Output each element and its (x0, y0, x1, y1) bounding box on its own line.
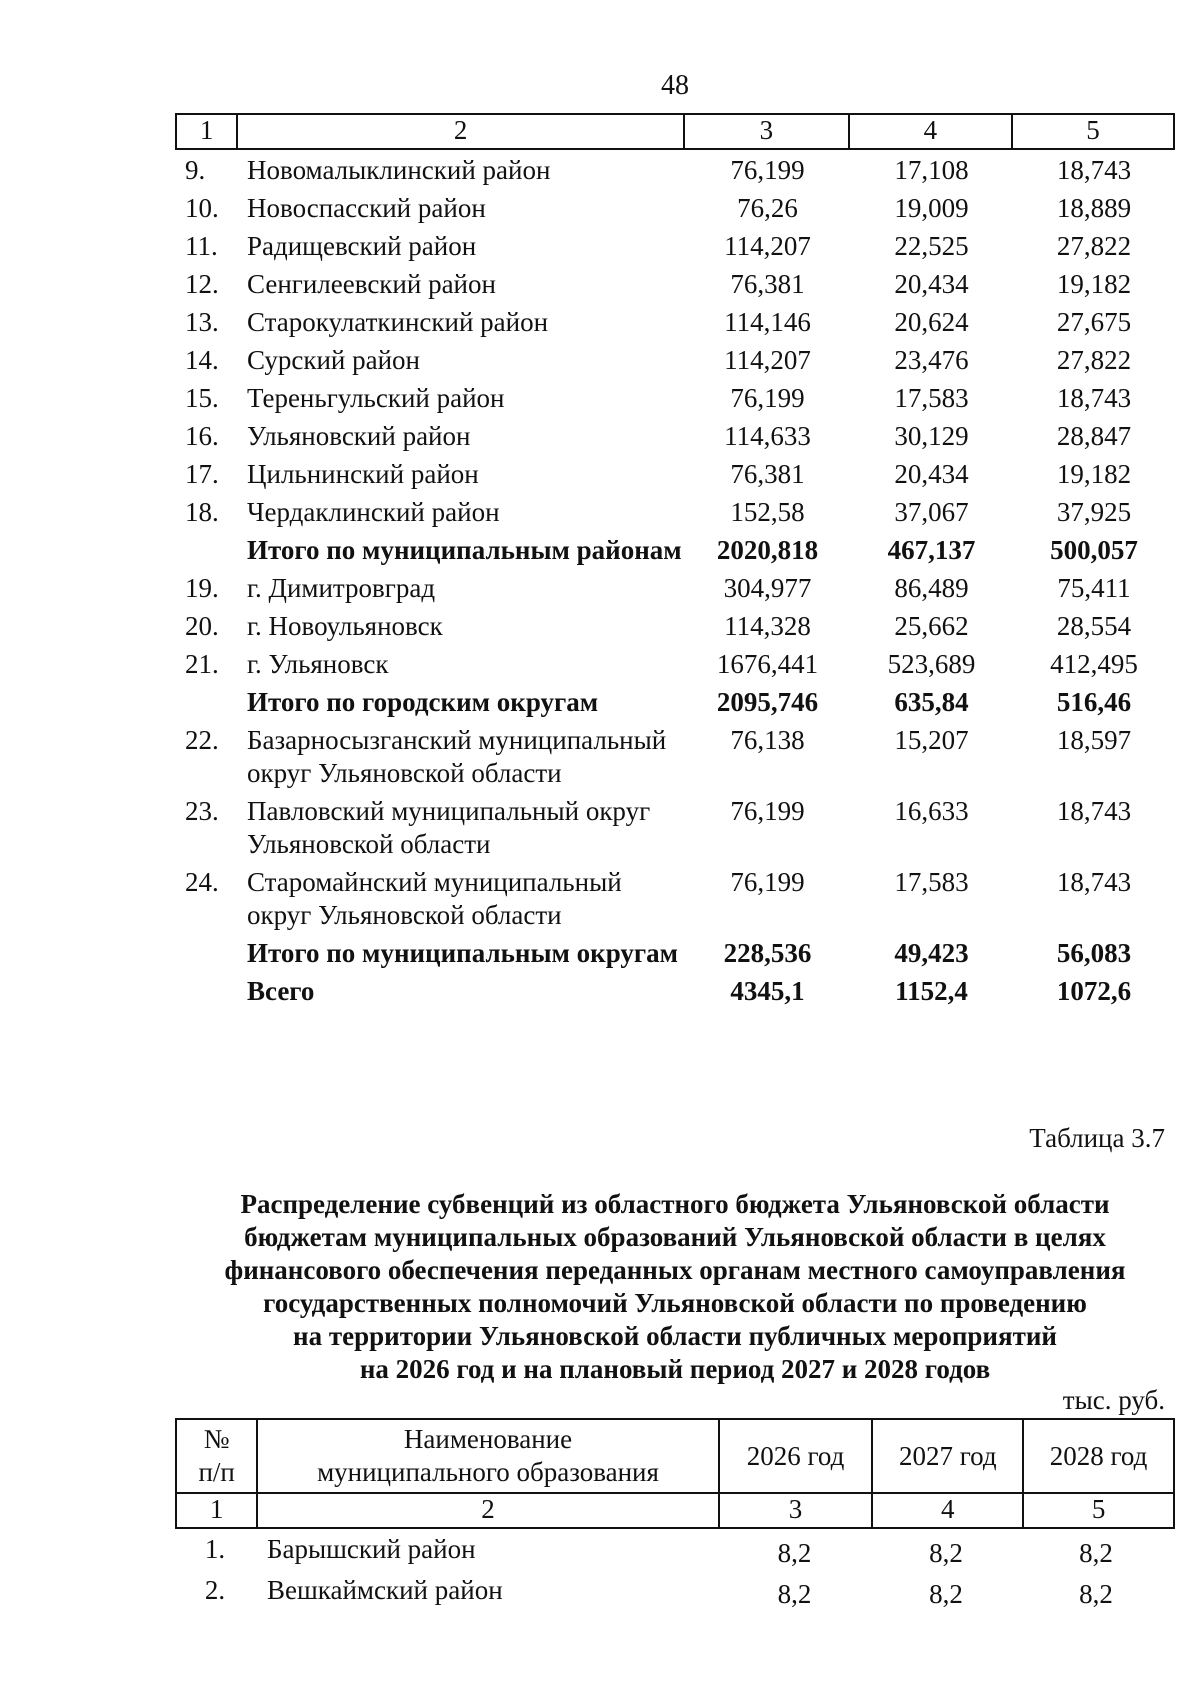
row-number: 11. (185, 231, 218, 261)
value-2026: 76,138 (730, 725, 805, 755)
row-number (175, 686, 243, 719)
table-row (175, 192, 1175, 225)
row-number: 20. (185, 611, 219, 641)
value-2028: 27,822 (1056, 345, 1132, 375)
value-2027: 23,476 (894, 345, 969, 375)
row-number: 2. (204, 1575, 226, 1605)
value-2026: 152,58 (730, 497, 805, 527)
table-row (175, 572, 1175, 605)
table-row (175, 724, 1175, 790)
row-number: 16. (185, 421, 219, 451)
value-2028: 516,46 (1056, 687, 1132, 717)
value-2028: 18,597 (1056, 725, 1132, 755)
value-2027: 1152,4 (895, 976, 968, 1006)
row-name: Новоспасский район (247, 193, 486, 223)
value-2026: 114,207 (724, 345, 811, 375)
row-name: Старокулаткинский район (247, 307, 549, 337)
column-index-cell: 2 (256, 1494, 717, 1527)
row-name: Итого по городским округам (247, 687, 599, 717)
column-index-cell: 4 (871, 1494, 1022, 1527)
row-name: Всего (247, 976, 315, 1006)
total-row (175, 534, 1175, 567)
row-name: Ульяновский район (247, 421, 471, 451)
table-row (175, 230, 1175, 263)
value-2026: 76,199 (730, 155, 805, 185)
value-2028: 27,822 (1056, 231, 1132, 261)
value-2028: 56,083 (1056, 938, 1132, 968)
title-line: на территории Ульяновской области публичных мероприятий (293, 1321, 1057, 1351)
value-2028: 19,182 (1056, 459, 1132, 489)
header-name: Наименование муниципального образования (256, 1420, 717, 1492)
value-2028: 27,675 (1056, 307, 1132, 337)
value-2027: 22,525 (894, 231, 969, 261)
value-2027: 17,583 (894, 867, 969, 897)
value-2026: 114,146 (724, 307, 811, 337)
continuation-table (175, 113, 1175, 1013)
column-index-cell: 2 (236, 115, 683, 148)
row-number: 15. (185, 383, 219, 413)
value-2028: 412,495 (1050, 649, 1138, 679)
value-2026: 304,977 (723, 573, 812, 603)
value-2027: 8,2 (929, 1538, 963, 1568)
table-row (175, 496, 1175, 529)
title-line: финансового обеспечения переданных органам местного самоуправления (224, 1255, 1126, 1285)
row-number: 17. (185, 459, 219, 489)
row-number: 19. (185, 573, 219, 603)
title-line: Распределение субвенций из областного бюджета Ульяновской области (240, 1189, 1110, 1219)
value-2027: 49,423 (894, 938, 969, 968)
title-line: на 2026 год и на плановый период 2027 и 2028 годов (359, 1354, 991, 1384)
row-number: 1. (204, 1534, 226, 1564)
value-2027: 8,2 (929, 1579, 963, 1609)
value-2026: 2095,746 (716, 687, 819, 717)
table-row (175, 610, 1175, 643)
table-row (175, 1574, 1175, 1611)
value-2027: 17,583 (894, 383, 969, 413)
value-2028: 37,925 (1056, 497, 1132, 527)
value-2028: 8,2 (1079, 1538, 1113, 1568)
table-row (175, 154, 1175, 187)
row-number: 12. (185, 269, 219, 299)
row-number: 18. (185, 497, 219, 527)
value-2026: 114,633 (724, 421, 811, 451)
value-2027: 30,129 (894, 421, 969, 451)
table-title (175, 1188, 1175, 1386)
value-2027: 20,434 (894, 269, 969, 299)
table-header (175, 1418, 1175, 1494)
value-2026: 76,199 (730, 867, 805, 897)
table-row (175, 866, 1175, 932)
value-2026: 76,199 (730, 383, 805, 413)
column-index-cell: 3 (718, 1494, 872, 1527)
value-2027: 25,662 (894, 611, 969, 641)
value-2027: 86,489 (894, 573, 969, 603)
total-row (175, 686, 1175, 719)
row-number: 10. (185, 193, 219, 223)
value-2027: 20,624 (894, 307, 969, 337)
value-2027: 17,108 (894, 155, 969, 185)
row-number (175, 534, 243, 567)
value-2026: 76,381 (730, 269, 805, 299)
value-2026: 114,207 (724, 231, 811, 261)
row-name: Итого по муниципальным округам (247, 938, 679, 968)
table-row (175, 1533, 1175, 1570)
header-2028: 2028 год (1022, 1420, 1173, 1492)
value-2027: 19,009 (894, 193, 969, 223)
page-number: 48 (661, 70, 689, 101)
value-2028: 19,182 (1056, 269, 1132, 299)
value-2028: 28,554 (1056, 611, 1132, 641)
table-label: Таблица 3.7 (1029, 1123, 1165, 1153)
value-2026: 76,26 (737, 193, 798, 223)
table-body (175, 154, 1175, 1008)
row-name: Старомайнский муниципальный округ Ульяновской области (247, 867, 622, 930)
title-line: бюджетам муниципальных образований Ульяновской области в целях (244, 1222, 1106, 1252)
row-number: 14. (185, 345, 219, 375)
table-row (175, 420, 1175, 453)
total-row (175, 937, 1175, 970)
value-2026: 76,199 (730, 796, 805, 826)
value-2026: 1676,441 (716, 649, 819, 679)
row-name: Цильнинский район (247, 459, 479, 489)
title-line: государственных полномочий Ульяновской области по проведению (263, 1288, 1087, 1318)
header-2027: 2027 год (871, 1420, 1022, 1492)
row-name: Сенгилеевский район (247, 269, 496, 299)
row-number: 9. (185, 155, 206, 185)
column-index-cell: 3 (683, 115, 848, 148)
column-index-cell: 5 (1011, 115, 1173, 148)
row-name: Тереньгульский район (247, 383, 505, 413)
header-num: № п/п (198, 1424, 235, 1487)
row-name: Барышский район (267, 1534, 476, 1564)
row-name: г. Новоульяновск (247, 611, 443, 641)
row-name: Радищевский район (247, 231, 477, 261)
row-name: Павловский муниципальный округ Ульяновской области (247, 796, 651, 859)
value-2028: 500,057 (1050, 535, 1138, 565)
table-row (175, 344, 1175, 377)
value-2027: 523,689 (887, 649, 976, 679)
table-row (175, 795, 1175, 861)
unit-label: тыс. руб. (1062, 1385, 1165, 1415)
value-2028: 28,847 (1056, 421, 1132, 451)
row-name: г. Димитровград (247, 573, 436, 603)
column-index-cell: 1 (209, 1494, 224, 1524)
row-number: 24. (185, 867, 219, 897)
value-2026: 228,536 (723, 938, 812, 968)
column-index-cell: 1 (199, 115, 214, 145)
value-2027: 20,434 (894, 459, 969, 489)
header-2026: 2026 год (718, 1420, 872, 1492)
row-number (175, 937, 243, 970)
column-index-row (175, 1494, 1175, 1529)
subvention-table (175, 1418, 1175, 1615)
row-name: Сурский район (247, 345, 420, 375)
row-number: 21. (185, 649, 219, 679)
row-number: 22. (185, 725, 219, 755)
value-2028: 75,411 (1057, 573, 1131, 603)
column-index-cell: 5 (1022, 1494, 1173, 1527)
row-name: г. Ульяновск (247, 649, 389, 679)
value-2028: 1072,6 (1056, 976, 1132, 1006)
value-2028: 18,743 (1056, 796, 1132, 826)
table-row (175, 458, 1175, 491)
value-2026: 76,381 (730, 459, 805, 489)
value-2027: 37,067 (894, 497, 969, 527)
value-2027: 15,207 (894, 725, 969, 755)
value-2026: 8,2 (777, 1538, 812, 1568)
row-name: Чердаклинский район (247, 497, 500, 527)
column-index-row (175, 113, 1175, 150)
row-number: 23. (185, 796, 219, 826)
value-2028: 8,2 (1079, 1579, 1113, 1609)
value-2028: 18,743 (1056, 867, 1132, 897)
table-row (175, 306, 1175, 339)
value-2028: 18,743 (1056, 155, 1132, 185)
table-row (175, 268, 1175, 301)
table-row (175, 382, 1175, 415)
row-name: Новомалыклинский район (247, 155, 551, 185)
column-index-cell: 4 (848, 115, 1011, 148)
value-2026: 8,2 (777, 1579, 812, 1609)
value-2027: 16,633 (894, 796, 969, 826)
row-number: 13. (185, 307, 219, 337)
table-body (175, 1533, 1175, 1611)
value-2026: 114,328 (724, 611, 811, 641)
row-name: Базарносызганский муниципальный округ Ульяновской области (247, 725, 667, 788)
value-2028: 18,743 (1056, 383, 1132, 413)
value-2026: 2020,818 (716, 535, 819, 565)
row-name: Итого по муниципальным районам (247, 535, 682, 565)
row-name: Вешкаймский район (267, 1575, 503, 1605)
table-row (175, 648, 1175, 681)
value-2028: 18,889 (1056, 193, 1132, 223)
total-row (175, 975, 1175, 1008)
value-2027: 635,84 (894, 687, 969, 717)
value-2026: 4345,1 (730, 976, 805, 1006)
value-2027: 467,137 (887, 535, 976, 565)
row-number (175, 975, 243, 1008)
